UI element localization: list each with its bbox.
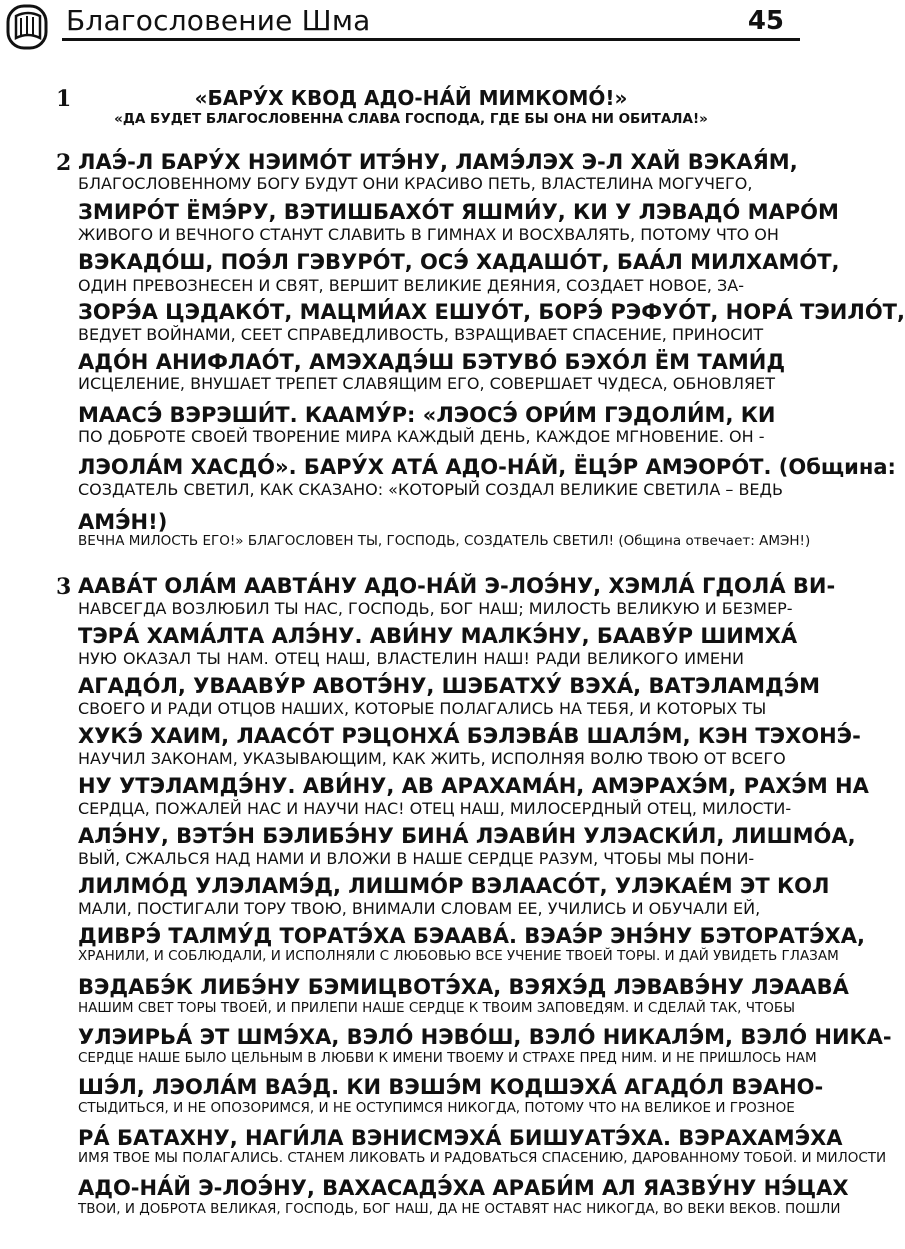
- transliteration-line: АДО-НА́Й Э-ЛОЭ́НУ, ВАХАСАДЭ́ХА АРАБИ́М АЛ ЯАЗВУ́НУ НЭ́ЦАХ: [78, 1176, 849, 1200]
- translation-line: ТВОИ, И ДОБРОТА ВЕЛИКАЯ, ГОСПОДЬ, БОГ НАШ, ДА НЕ ОСТАВЯТ НАС НИКОГДА, ВО ВЕКИ ВЕКОВ. ПОШЛИ: [78, 1201, 841, 1217]
- transliteration-line: ТЭРА́ ХАМА́ЛТА АЛЭ́НУ. АВИ́НУ МАЛКЭ́НУ, БААВУ́Р ШИМХА́: [78, 624, 798, 648]
- translation-line: «ДА БУДЕТ БЛАГОСЛОВЕННА СЛАВА ГОСПОДА, ГДЕ БЫ ОНА НИ ОБИТАЛА!»: [114, 111, 708, 127]
- translation-line: НАУЧИЛ ЗАКОНАМ, УКАЗЫВАЮЩИМ, КАК ЖИТЬ, ИСПОЛНЯЯ ВОЛЮ ТВОЮ ОТ ВСЕГО: [78, 749, 786, 768]
- transliteration-line: УЛЭИРЬА́ ЭТ ШМЭ́ХА, ВЭЛО́ НЭВО́Ш, ВЭЛО́ НИКАЛЭ́М, ВЭЛО́ НИКА-: [78, 1025, 892, 1049]
- transliteration-line: ААВА́Т ОЛА́М ААВТА́НУ АДО-НА́Й Э-ЛОЭ́НУ, ХЭМЛА́ ГДОЛА́ ВИ-: [78, 574, 836, 598]
- prayer-shawl-logo-icon: [4, 2, 54, 52]
- transliteration-line: ЛЭОЛА́М ХАСДО́». БАРУ́Х АТА́ АДО-НА́Й, ЁЦЭ́Р АМЭОРО́Т. (Община:: [78, 455, 896, 479]
- translation-line: СТЫДИТЬСЯ, И НЕ ОПОЗОРИМСЯ, И НЕ ОСТУПИМСЯ НИКОГДА, ПОТОМУ ЧТО НА ВЕЛИКОЕ И ГРОЗНОЕ: [78, 1100, 795, 1116]
- translation-line: ЖИВОГО И ВЕЧНОГО СТАНУТ СЛАВИТЬ В ГИМНАХ И ВОСХВАЛЯТЬ, ПОТОМУ ЧТО ОН: [78, 225, 779, 244]
- transliteration-line: ЛИЛМО́Д УЛЭЛАМЭ́Д, ЛИШМО́Р ВЭЛААСО́Т, УЛЭКАЕ́М ЭТ КОЛ: [78, 874, 830, 898]
- header-rule: [62, 38, 800, 41]
- translation-line: ПО ДОБРОТЕ СВОЕЙ ТВОРЕНИЕ МИРА КАЖДЫЙ ДЕНЬ, КАЖДОЕ МГНОВЕНИЕ. ОН -: [78, 427, 765, 446]
- translation-line: ВЕЧНА МИЛОСТЬ ЕГО!» БЛАГОСЛОВЕН ТЫ, ГОСПОДЬ, СОЗДАТЕЛЬ СВЕТИЛ! (Община отвечает: АМЭН!): [78, 533, 811, 549]
- transliteration-line: ДИВРЭ́ ТАЛМУ́Д ТОРАТЭ́ХА БЭААВА́. ВЭАЭ́Р ЭНЭ́НУ БЭТОРАТЭ́ХА,: [78, 924, 865, 948]
- transliteration-line: АДО́Н АНИФЛАО́Т, АМЭХАДЭ́Ш БЭТУВО́ БЭХО́Л ЁМ ТАМИ́Д: [78, 350, 786, 374]
- translation-line: ВЕДУЕТ ВОЙНАМИ, СЕЕТ СПРАВЕДЛИВОСТЬ, ВЗРАЩИВАЕТ СПАСЕНИЕ, ПРИНОСИТ: [78, 325, 764, 344]
- translation-line: СВОЕГО И РАДИ ОТЦОВ НАШИХ, КОТОРЫЕ ПОЛАГАЛИСЬ НА ТЕБЯ, И КОТОРЫХ ТЫ: [78, 699, 767, 718]
- transliteration-line: РА́ БАТАХНУ, НАГИ́ЛА ВЭНИСМЭХА́ БИШУАТЭ́ХА. ВЭРАХАМЭ́ХА: [78, 1126, 843, 1150]
- transliteration-line: АЛЭ́НУ, ВЭТЭ́Н БЭЛИБЭ́НУ БИНА́ ЛЭАВИ́Н УЛЭАСКИ́Л, ЛИШМО́А,: [78, 824, 856, 848]
- verse-number: 1: [56, 86, 72, 112]
- translation-line: ОДИН ПРЕВОЗНЕСЕН И СВЯТ, ВЕРШИТ ВЕЛИКИЕ ДЕЯНИЯ, СОЗДАЕТ НОВОЕ, ЗА-: [78, 276, 744, 295]
- translation-line: СЕРДЦЕ НАШЕ БЫЛО ЦЕЛЬНЫМ В ЛЮБВИ К ИМЕНИ ТВОЕМУ И СТРАХЕ ПРЕД НИМ. И НЕ ПРИШЛОСЬ НАМ: [78, 1050, 817, 1066]
- translation-line: ИМЯ ТВОЕ МЫ ПОЛАГАЛИСЬ. СТАНЕМ ЛИКОВАТЬ И РАДОВАТЬСЯ СПАСЕНИЮ, ДАРОВАННОМУ ТОБОЙ. И МИЛОСТИ: [78, 1150, 887, 1166]
- transliteration-line: АМЭ́Н!): [78, 510, 168, 534]
- translation-line: ИСЦЕЛЕНИЕ, ВНУШАЕТ ТРЕПЕТ СЛАВЯЩИМ ЕГО, СОВЕРШАЕТ ЧУДЕСА, ОБНОВЛЯЕТ: [78, 374, 775, 393]
- translation-line: ВЫЙ, СЖАЛЬСЯ НАД НАМИ И ВЛОЖИ В НАШЕ СЕРДЦЕ РАЗУМ, ЧТОБЫ МЫ ПОНИ-: [78, 849, 755, 868]
- page-header: [0, 0, 800, 48]
- translation-line: МАЛИ, ПОСТИГАЛИ ТОРУ ТВОЮ, ВНИМАЛИ СЛОВАМ ЕЕ, УЧИЛИСЬ И ОБУЧАЛИ ЕЙ,: [78, 899, 761, 918]
- translation-line: НАШИМ СВЕТ ТОРЫ ТВОЕЙ, И ПРИЛЕПИ НАШЕ СЕРДЦЕ К ТВОИМ ЗАПОВЕДЯМ. И СДЕЛАЙ ТАК, ЧТОБЫ: [78, 1000, 796, 1016]
- translation-line: СЕРДЦА, ПОЖАЛЕЙ НАС И НАУЧИ НАС! ОТЕЦ НАШ, МИЛОСЕРДНЫЙ ОТЕЦ, МИЛОСТИ-: [78, 799, 792, 818]
- transliteration-line: ШЭ́Л, ЛЭОЛА́М ВАЭ́Д. КИ ВЭШЭ́М КОДШЭХА́ АГАДО́Л ВЭАНО-: [78, 1075, 824, 1099]
- verse-number: 2: [56, 150, 72, 176]
- translation-line: СОЗДАТЕЛЬ СВЕТИЛ, КАК СКАЗАНО: «КОТОРЫЙ СОЗДАЛ ВЕЛИКИЕ СВЕТИЛА – ВЕДЬ: [78, 480, 784, 499]
- transliteration-line: ЗМИРО́Т ЁМЭ́РУ, ВЭТИШБАХО́Т ЯШМИ́У, КИ У ЛЭВАДО́ МАРО́М: [78, 200, 839, 224]
- translation-line: БЛАГОСЛОВЕННОМУ БОГУ БУДУТ ОНИ КРАСИВО ПЕТЬ, ВЛАСТЕЛИНА МОГУЧЕГО,: [78, 174, 753, 193]
- transliteration-line: ЛАЭ́-Л БАРУ́Х НЭИМО́Т ИТЭ́НУ, ЛАМЭ́ЛЭХ Э-Л ХАЙ ВЭКАЯ́М,: [78, 150, 798, 174]
- translation-line: НУЮ ОКАЗАЛ ТЫ НАМ. ОТЕЦ НАШ, ВЛАСТЕЛИН НАШ! РАДИ ВЕЛИКОГО ИМЕНИ: [78, 649, 744, 668]
- transliteration-line: ВЭКАДО́Ш, ПОЭ́Л ГЭВУРО́Т, ОСЭ́ ХАДАШО́Т, БАА́Л МИЛХАМО́Т,: [78, 250, 840, 274]
- transliteration-line: ХУКЭ́ ХАИМ, ЛААСО́Т РЭЦОНХА́ БЭЛЭВА́В ШАЛЭ́М, КЭН ТЭХОНЭ́-: [78, 724, 861, 748]
- transliteration-line: НУ УТЭЛАМДЭ́НУ. АВИ́НУ, АВ АРАХАМА́Н, АМЭРАХЭ́М, РАХЭ́М НА: [78, 774, 869, 798]
- translation-line: ХРАНИЛИ, И СОБЛЮДАЛИ, И ИСПОЛНЯЛИ С ЛЮБОВЬЮ ВСЕ УЧЕНИЕ ТВОЕЙ ТОРЫ. И ДАЙ УВИДЕТЬ ГЛАЗАМ: [78, 948, 839, 964]
- verse-number: 3: [56, 574, 72, 600]
- transliteration-line: АГАДО́Л, УВААВУ́Р АВОТЭ́НУ, ШЭБАТХУ́ ВЭХА́, ВАТЭЛАМДЭ́М: [78, 674, 821, 698]
- transliteration-line: ВЭДАБЭ́К ЛИБЭ́НУ БЭМИЦВОТЭ́ХА, ВЭЯХЭ́Д ЛЭВАВЭ́НУ ЛЭААВА́: [78, 975, 849, 999]
- transliteration-line: ЗОРЭ́А ЦЭДАКО́Т, МАЦМИ́АХ ЕШУО́Т, БОРЭ́ РЭФУО́Т, НОРА́ ТЭИЛО́Т,: [78, 300, 905, 324]
- page-number: 45: [747, 6, 784, 36]
- transliteration-line: «БАРУ́Х КВОД АДО-НА́Й МИМКОМО́!»: [194, 86, 628, 110]
- transliteration-line: МААСЭ́ ВЭРЭШИ́Т. КААМУ́Р: «ЛЭОСЭ́ ОРИ́М ГЭДОЛИ́М, КИ: [78, 403, 776, 427]
- translation-line: НАВСЕГДА ВОЗЛЮБИЛ ТЫ НАС, ГОСПОДЬ, БОГ НАШ; МИЛОСТЬ ВЕЛИКУЮ И БЕЗМЕР-: [78, 599, 793, 618]
- page-title: Благословение Шма: [66, 4, 371, 37]
